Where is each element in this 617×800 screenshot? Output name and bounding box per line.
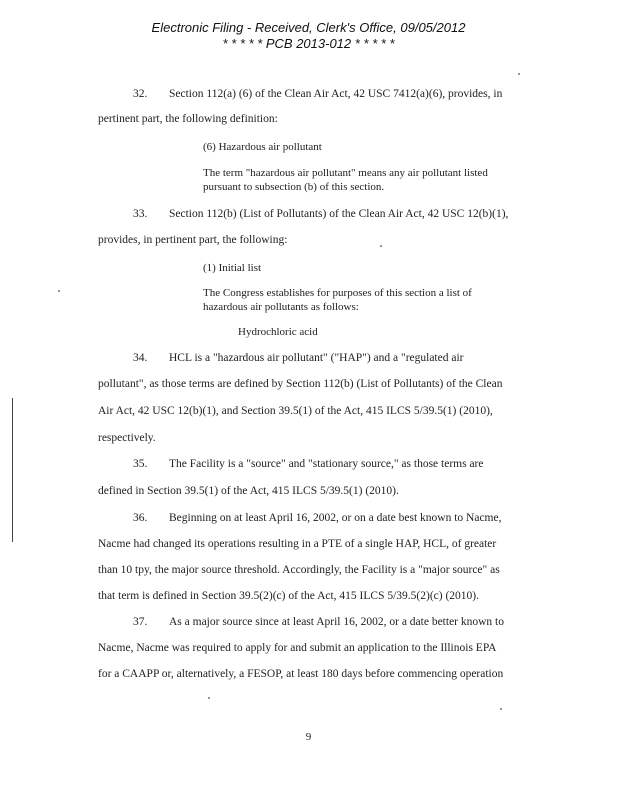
paragraph-37-line2: Nacme, Nacme was required to apply for and submit an application to the Illinois EPA: [98, 642, 497, 654]
paragraph-32-line1: Section 112(a) (6) of the Clean Air Act, 42 USC 7412(a)(6), provides, in: [169, 88, 503, 100]
initial-list-text: The Congress establishes for purposes of this section a list of hazardous air pollutants as follows:: [203, 287, 472, 313]
page-number: 9: [305, 731, 312, 743]
paragraph-number-34: 34.: [133, 352, 148, 364]
margin-bar: [12, 398, 13, 542]
paragraph-number-33: 33.: [133, 208, 148, 220]
scan-speck: [518, 73, 520, 75]
filing-stamp-line1: Electronic Filing - Received, Clerk's Office, 09/05/2012: [151, 20, 466, 35]
paragraph-37-line3: for a CAAPP or, alternatively, a FESOP, at least 180 days before commencing operation: [98, 668, 504, 680]
definition-text-hap: The term "hazardous air pollutant" means any air pollutant listed pursuant to subsection (b) of this section.: [203, 167, 488, 193]
paragraph-36-line4: that term is defined in Section 39.5(2)(c) of the Act, 415 ILCS 5/39.5(2)(c) (2010).: [98, 590, 480, 602]
paragraph-37-line1: As a major source since at least April 16, 2002, or a date better known to: [169, 616, 505, 628]
definition-title-hap: (6) Hazardous air pollutant: [203, 141, 322, 153]
paragraph-35-line1: The Facility is a "source" and "stationary source," as those terms are: [169, 458, 484, 470]
filing-stamp-line2: * * * * * PCB 2013-012 * * * * *: [222, 36, 395, 51]
scan-speck: [380, 245, 382, 247]
initial-list-title: (1) Initial list: [203, 262, 262, 274]
paragraph-number-37: 37.: [133, 616, 148, 628]
paragraph-32-line2: pertinent part, the following definition:: [98, 113, 278, 125]
paragraph-34-line3: Air Act, 42 USC 12(b)(1), and Section 39.5(1) of the Act, 415 ILCS 5/39.5(1) (2010),: [98, 405, 493, 417]
paragraph-number-36: 36.: [133, 512, 148, 524]
paragraph-36-line1: Beginning on at least April 16, 2002, or on a date best known to Nacme,: [169, 512, 502, 524]
paragraph-35-line2: defined in Section 39.5(1) of the Act, 415 ILCS 5/39.5(1) (2010).: [98, 485, 399, 497]
paragraph-36-line2: Nacme had changed its operations resulting in a PTE of a single HAP, HCL, of greater: [98, 538, 497, 550]
scan-speck: [500, 708, 502, 710]
paragraph-number-35: 35.: [133, 458, 148, 470]
paragraph-34-line1: HCL is a "hazardous air pollutant" ("HAP") and a "regulated air: [169, 352, 464, 364]
paragraph-33-line1: Section 112(b) (List of Pollutants) of the Clean Air Act, 42 USC 12(b)(1),: [169, 208, 509, 220]
paragraph-34-line4: respectively.: [98, 432, 156, 444]
scan-speck: [58, 290, 60, 292]
listed-pollutant: Hydrochloric acid: [238, 326, 318, 338]
paragraph-34-line2: pollutant", as those terms are defined by Section 112(b) (List of Pollutants) of the Clean: [98, 378, 503, 390]
scan-speck: [208, 697, 210, 699]
paragraph-36-line3: than 10 tpy, the major source threshold. Accordingly, the Facility is a "major source" as: [98, 564, 500, 576]
paragraph-33-line2: provides, in pertinent part, the following:: [98, 234, 288, 246]
paragraph-number-32: 32.: [133, 88, 148, 100]
